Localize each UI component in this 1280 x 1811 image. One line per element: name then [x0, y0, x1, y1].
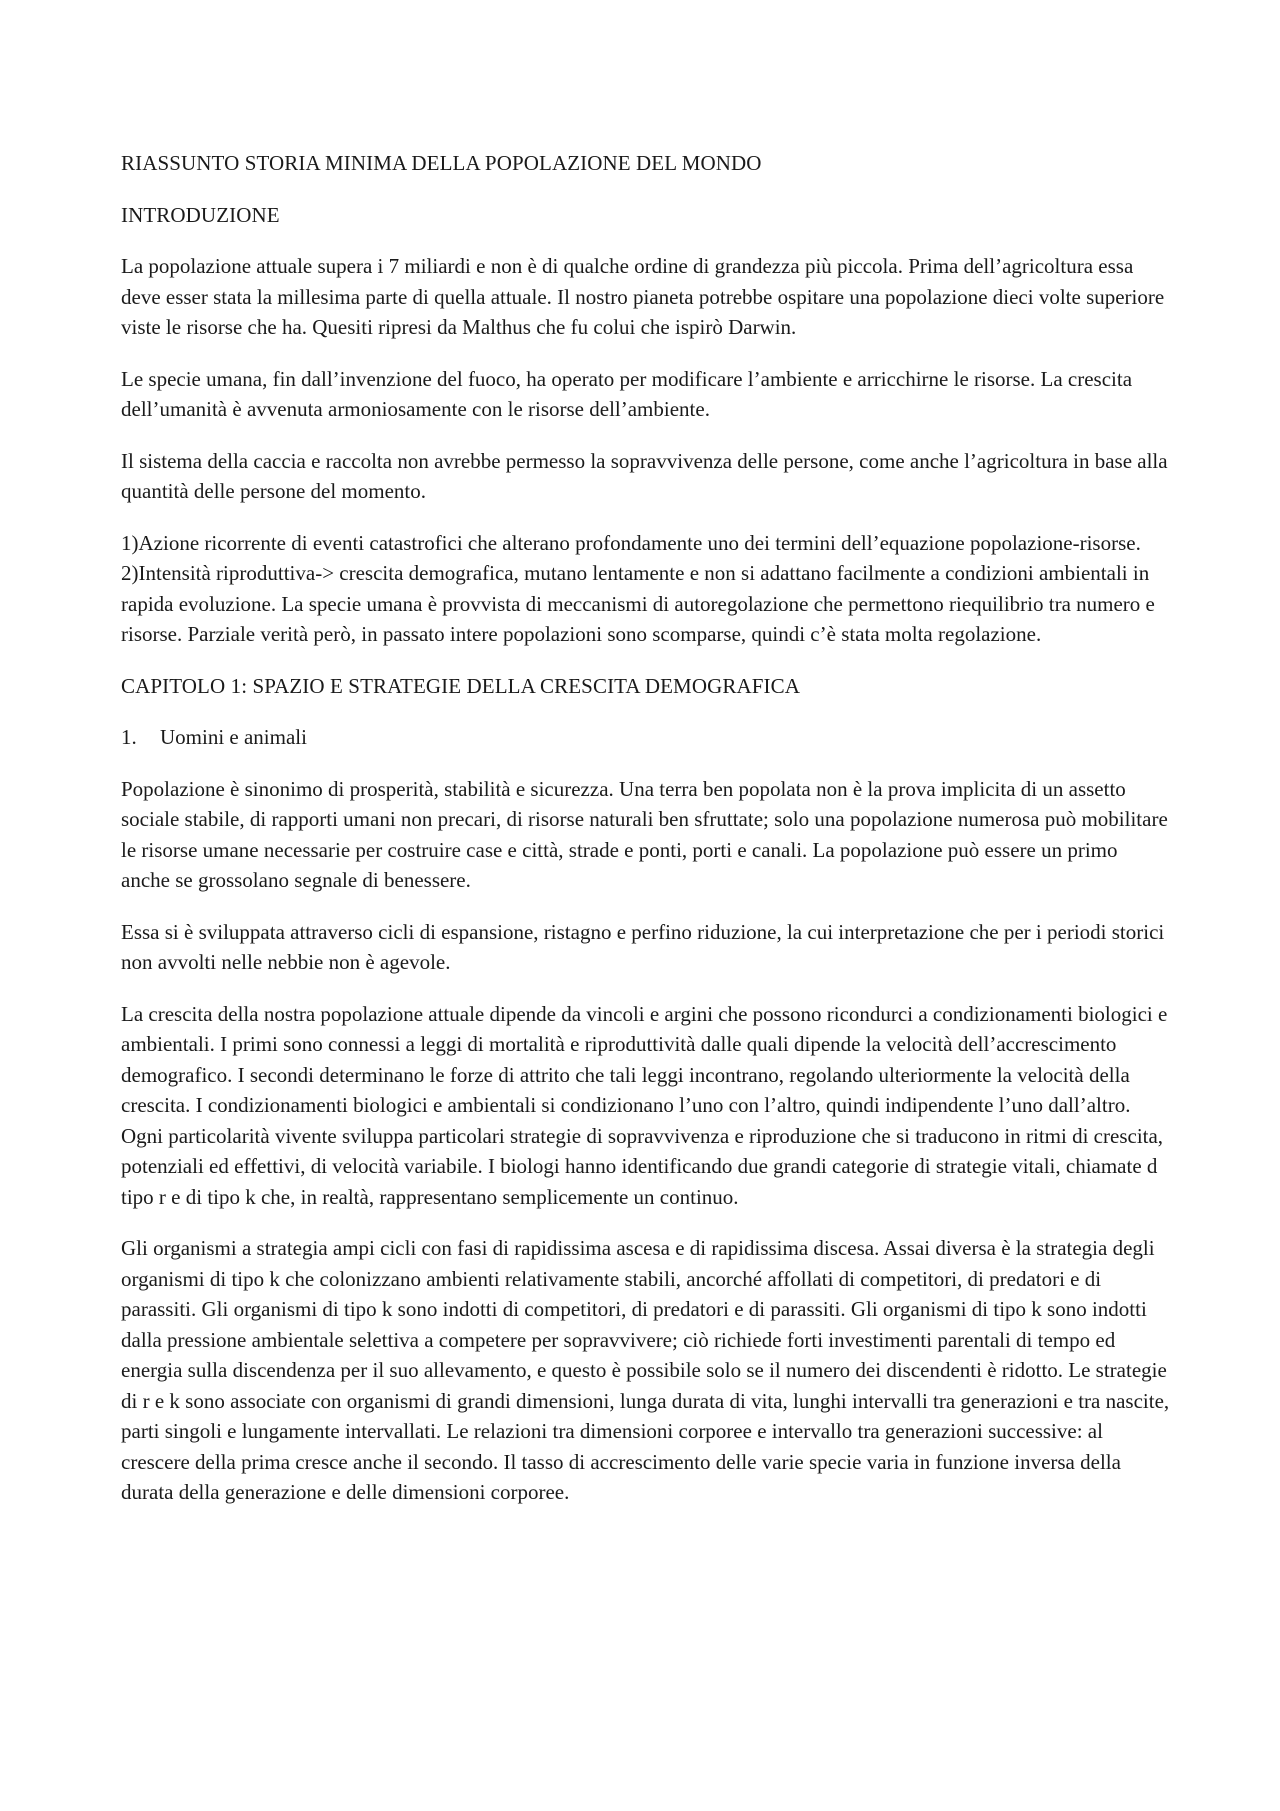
chapter-paragraph-1: Popolazione è sinonimo di prosperità, stabilità e sicurezza. Una terra ben popolata non è la prova implicita di un assetto sociale stabile, di rapporti umani non precari, di risorse naturali ben sfruttate; solo una popolazione numerosa può mobilitare le risorse umane necessarie per costruire case e città, strade e ponti, porti e canali. La popolazione può essere un primo anche se grossolano segnale di benessere.	[121, 776, 1168, 892]
intro-paragraph-4: 1)Azione ricorrente di eventi catastrofici che alterano profondamente uno dei termini dell’equazione popolazione-risorse. 2)Intensità riproduttiva-> crescita demografica, mutano lentamente e non si adattano facilmente a condizioni ambientali in rapida evoluzione. La specie umana è provvista di meccanismi di autoregolazione che permettono riequilibrio tra numero e risorse. Parziale verità però, in passato intere popolazioni sono scomparse, quindi c’è stata molta regolazione.	[121, 530, 1155, 646]
chapter-paragraph-2: Essa si è sviluppata attraverso cicli di espansione, ristagno e perfino riduzione, la cui interpretazione che per i periodi storici non avvolti nelle nebbie non è agevole.	[121, 919, 1165, 974]
chapter-heading: CAPITOLO 1: SPAZIO E STRATEGIE DELLA CRESCITA DEMOGRAFICA	[121, 673, 800, 698]
section-heading	[121, 722, 1171, 753]
intro-heading: INTRODUZIONE	[121, 202, 280, 227]
intro-paragraph-3: Il sistema della caccia e raccolta non avrebbe permesso la sopravvivenza delle persone, come anche l’agricoltura in base alla quantità delle persone del momento.	[121, 448, 1168, 503]
document-title: RIASSUNTO STORIA MINIMA DELLA POPOLAZIONE DEL MONDO	[121, 151, 762, 175]
section-number: 1.	[121, 725, 137, 749]
document-page	[121, 148, 1171, 1529]
chapter-paragraph-3: La crescita della nostra popolazione attuale dipende da vincoli e argini che possono ricondurci a condizionamenti biologici e ambientali. I primi sono connessi a leggi di mortalità e riproduttività dalle quali dipende la velocità dell’accrescimento demografico. I secondi determinano le forze di attrito che tali leggi incontrano, regolando ulteriormente la velocità della crescita. I condizionamenti biologici e ambientali si condizionano l’uno con l’altro, quindi indipendente l’uno dall’altro. Ogni particolarità vivente sviluppa particolari strategie di sopravvivenza e riproduzione che si traducono in ritmi di crescita, potenziali ed effettivi, di velocità variabile. I biologi hanno identificando due grandi categorie di strategie vitali, chiamate d tipo r e di tipo k che, in realtà, rappresentano semplicemente un continuo.	[121, 1001, 1168, 1209]
intro-paragraph-2: Le specie umana, fin dall’invenzione del fuoco, ha operato per modificare l’ambiente e arricchirne le risorse. La crescita dell’umanità è avvenuta armoniosamente con le risorse dell’ambiente.	[121, 366, 1133, 421]
chapter-paragraph-4: Gli organismi a strategia ampi cicli con fasi di rapidissima ascesa e di rapidissima discesa. Assai diversa è la strategia degli organismi di tipo k che colonizzano ambienti relativamente stabili, ancorché affollati di competitori, di predatori e di parassiti. Gli organismi di tipo k sono indotti di competitori, di predatori e di parassiti. Gli organismi di tipo k sono indotti dalla pressione ambientale selettiva a competere per sopravvivere; ciò richiede forti investimenti parentali di tempo ed energia sulla discendenza per il suo allevamento, e questo è possibile solo se il numero dei discendenti è ridotto. Le strategie di r e k sono associate con organismi di grandi dimensioni, lunga durata di vita, lunghi intervalli tra generazioni e tra nascite, parti singoli e lungamente intervallati. Le relazioni tra dimensioni corporee e intervallo tra generazioni successive: al crescere della prima cresce anche il secondo. Il tasso di accrescimento delle varie specie varia in funzione inversa della durata della generazione e delle dimensioni corporee.	[121, 1236, 1170, 1504]
section-title: Uomini e animali	[160, 725, 307, 749]
intro-paragraph-1: La popolazione attuale supera i 7 miliardi e non è di qualche ordine di grandezza più piccola. Prima dell’agricoltura essa deve esser stata la millesima parte di quella attuale. Il nostro pianeta potrebbe ospitare una popolazione dieci volte superiore viste le risorse che ha. Quesiti ripresi da Malthus che fu colui che ispirò Darwin.	[121, 254, 1165, 339]
